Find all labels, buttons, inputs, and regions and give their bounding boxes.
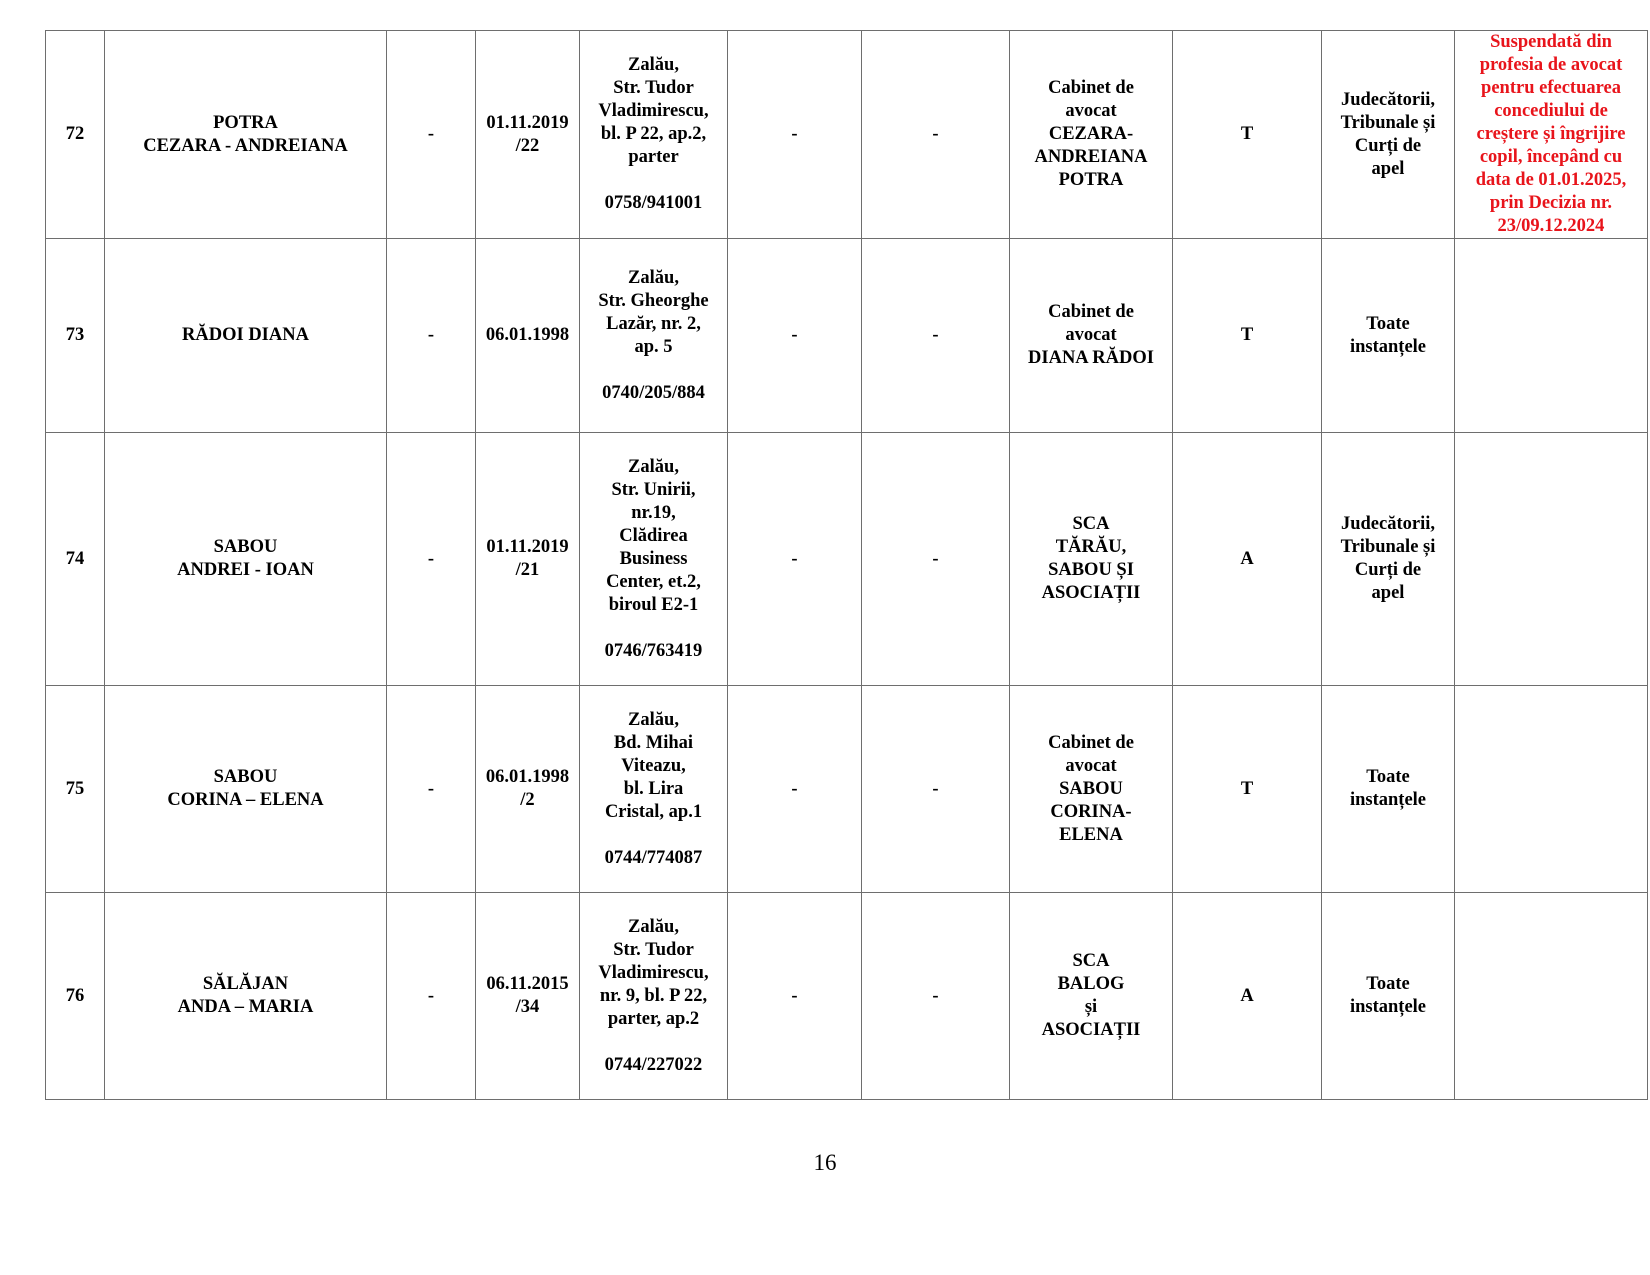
- category-code: T: [1173, 239, 1322, 433]
- row-number: 75: [46, 686, 105, 893]
- lawyer-name: RĂDOI DIANA: [105, 239, 387, 433]
- law-office: SCA TĂRĂU, SABOU ȘI ASOCIAȚII: [1010, 433, 1173, 686]
- category-code: T: [1173, 686, 1322, 893]
- empty-cell: -: [862, 433, 1010, 686]
- lawyers-register-table: [45, 30, 1648, 1100]
- address-cell: Zalău, Bd. Mihai Viteazu, bl. Lira Cristal, ap.1 0744/774087: [580, 686, 728, 893]
- note-cell: Suspendată din profesia de avocat pentru efectuarea concediului de creștere și îngrijire copil, începând cu data de 01.01.2025, prin Decizia nr. 23/09.12.2024: [1455, 31, 1648, 239]
- empty-cell: -: [728, 686, 862, 893]
- registration-date: 06.01.1998 /2: [476, 686, 580, 893]
- category-code: T: [1173, 31, 1322, 239]
- row-number: 73: [46, 239, 105, 433]
- address-cell: Zalău, Str. Gheorghe Lazăr, nr. 2, ap. 5 0740/205/884: [580, 239, 728, 433]
- law-office: SCA BALOG și ASOCIAȚII: [1010, 893, 1173, 1100]
- empty-cell: -: [862, 239, 1010, 433]
- table-row: [46, 686, 1648, 893]
- note-cell: [1455, 433, 1648, 686]
- empty-cell: -: [728, 893, 862, 1100]
- note-cell: [1455, 893, 1648, 1100]
- law-office: Cabinet de avocat CEZARA- ANDREIANA POTRA: [1010, 31, 1173, 239]
- law-office: Cabinet de avocat DIANA RĂDOI: [1010, 239, 1173, 433]
- empty-cell: -: [728, 433, 862, 686]
- lawyer-name: SABOU CORINA – ELENA: [105, 686, 387, 893]
- lawyer-name: SABOU ANDREI - IOAN: [105, 433, 387, 686]
- category-code: A: [1173, 893, 1322, 1100]
- row-number: 76: [46, 893, 105, 1100]
- registration-date: 06.11.2015 /34: [476, 893, 580, 1100]
- address-cell: Zalău, Str. Tudor Vladimirescu, bl. P 22, ap.2, parter 0758/941001: [580, 31, 728, 239]
- table-row: [46, 433, 1648, 686]
- empty-cell: -: [387, 893, 476, 1100]
- courts-cell: Toate instanțele: [1322, 893, 1455, 1100]
- table-row: [46, 893, 1648, 1100]
- row-number: 74: [46, 433, 105, 686]
- note-cell: [1455, 239, 1648, 433]
- empty-cell: -: [387, 31, 476, 239]
- empty-cell: -: [728, 31, 862, 239]
- page-number: 16: [813, 1150, 837, 1175]
- table-row: [46, 31, 1648, 239]
- lawyer-name: SĂLĂJAN ANDA – MARIA: [105, 893, 387, 1100]
- address-cell: Zalău, Str. Tudor Vladimirescu, nr. 9, bl. P 22, parter, ap.2 0744/227022: [580, 893, 728, 1100]
- address-cell: Zalău, Str. Unirii, nr.19, Clădirea Business Center, et.2, biroul E2-1 0746/763419: [580, 433, 728, 686]
- empty-cell: -: [387, 239, 476, 433]
- empty-cell: -: [862, 686, 1010, 893]
- courts-cell: Toate instanțele: [1322, 239, 1455, 433]
- courts-cell: Toate instanțele: [1322, 686, 1455, 893]
- empty-cell: -: [728, 239, 862, 433]
- note-cell: [1455, 686, 1648, 893]
- courts-cell: Judecătorii, Tribunale și Curți de apel: [1322, 433, 1455, 686]
- registration-date: 06.01.1998: [476, 239, 580, 433]
- law-office: Cabinet de avocat SABOU CORINA- ELENA: [1010, 686, 1173, 893]
- row-number: 72: [46, 31, 105, 239]
- table-row: [46, 239, 1648, 433]
- registration-date: 01.11.2019 /22: [476, 31, 580, 239]
- empty-cell: -: [387, 433, 476, 686]
- courts-cell: Judecătorii, Tribunale și Curți de apel: [1322, 31, 1455, 239]
- lawyer-name: POTRA CEZARA - ANDREIANA: [105, 31, 387, 239]
- empty-cell: -: [862, 893, 1010, 1100]
- empty-cell: -: [387, 686, 476, 893]
- registration-date: 01.11.2019 /21: [476, 433, 580, 686]
- category-code: A: [1173, 433, 1322, 686]
- empty-cell: -: [862, 31, 1010, 239]
